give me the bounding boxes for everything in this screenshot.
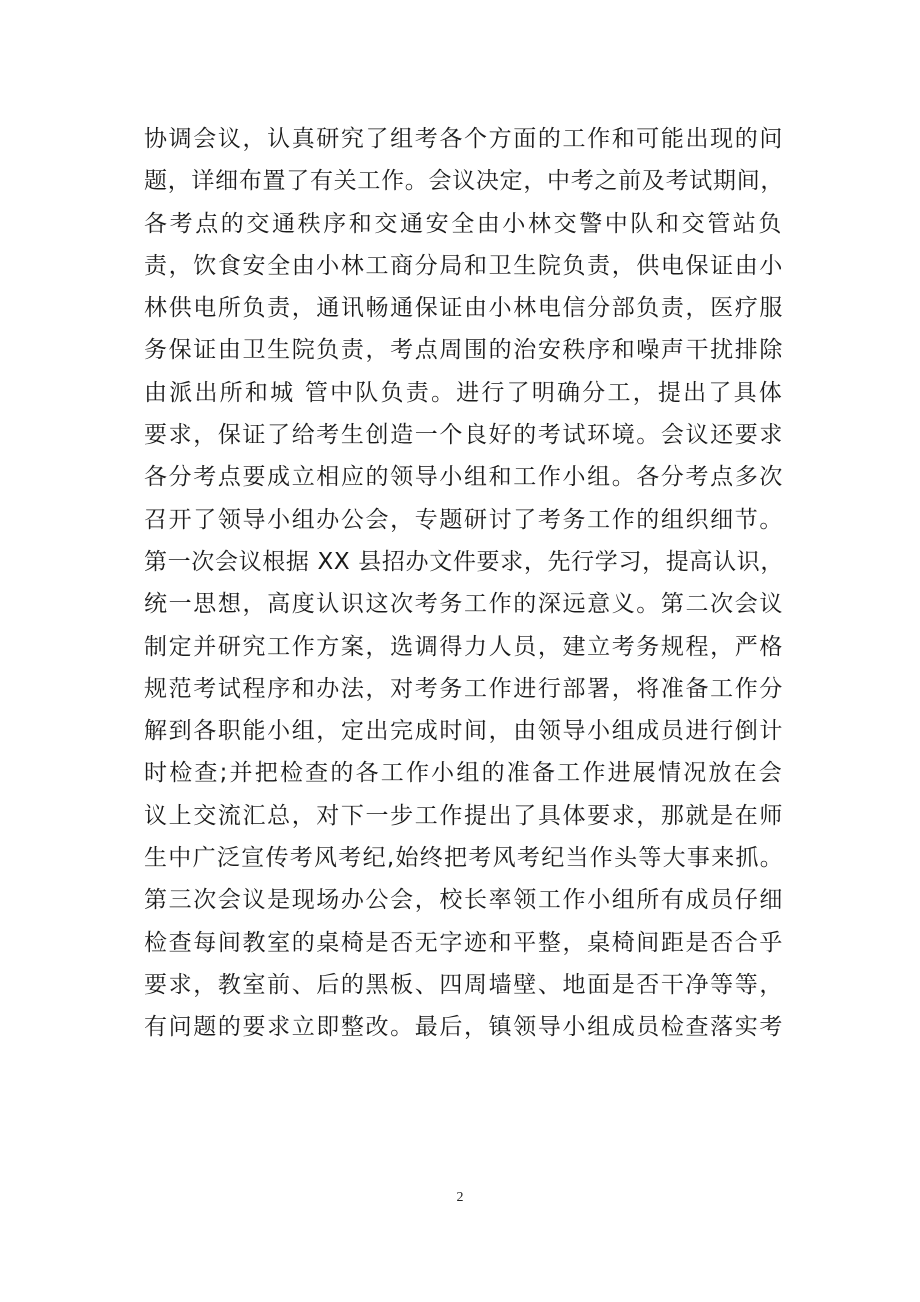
text-line: 解到各职能小组，定出完成时间，由领导小组成员进行倒计 <box>144 718 784 745</box>
text-line: 由派出所和城 管中队负责。进行了明确分工，提出了具体 <box>144 379 784 406</box>
text-line: 题，详细布置了有关工作。会议决定，中考之前及考试期间， <box>144 168 784 195</box>
text-line: 规范考试程序和办法，对考务工作进行部署，将准备工作分 <box>144 675 784 702</box>
text-line: 制定并研究工作方案，选调得力人员，建立考务规程，严格 <box>144 633 784 660</box>
text-line: 各分考点要成立相应的领导小组和工作小组。各分考点多次 <box>144 464 784 491</box>
text-line: 生中广泛宣传考风考纪,始终把考风考纪当作头等大事来抓。 <box>144 845 784 872</box>
text-line: 务保证由卫生院负责，考点周围的治安秩序和噪声干扰排除 <box>144 337 784 364</box>
text-line: 第一次会议根据 XX 县招办文件要求，先行学习，提高认识， <box>144 548 784 575</box>
page-number: 2 <box>456 1190 464 1205</box>
text-line: 林供电所负责，通讯畅通保证由小林电信分部负责，医疗服 <box>144 295 784 322</box>
text-line: 第三次会议是现场办公会，校长率领工作小组所有成员仔细 <box>144 887 784 914</box>
body-text <box>144 118 784 1049</box>
text-line: 议上交流汇总，对下一步工作提出了具体要求，那就是在师 <box>144 802 784 829</box>
text-line: 要求，教室前、后的黑板、四周墙壁、地面是否干净等等， <box>144 971 784 998</box>
text-line: 责，饮食安全由小林工商分局和卫生院负责，供电保证由小 <box>144 252 784 279</box>
text-line: 协调会议，认真研究了组考各个方面的工作和可能出现的问 <box>144 126 784 152</box>
text-line: 统一思想，高度认识这次考务工作的深远意义。第二次会议 <box>144 591 784 618</box>
text-line: 召开了领导小组办公会，专题研讨了考务工作的组织细节。 <box>144 506 784 533</box>
text-line: 有问题的要求立即整改。最后，镇领导小组成员检查落实考 <box>144 1014 784 1041</box>
text-line: 各考点的交通秩序和交通安全由小林交警中队和交管站负 <box>144 210 784 237</box>
text-line: 时检查;并把检查的各工作小组的准备工作进展情况放在会 <box>144 760 784 787</box>
text-line: 检查每间教室的桌椅是否无字迹和平整，桌椅间距是否合乎 <box>144 929 784 956</box>
text-line: 要求，保证了给考生创造一个良好的考试环境。会议还要求 <box>144 422 784 449</box>
